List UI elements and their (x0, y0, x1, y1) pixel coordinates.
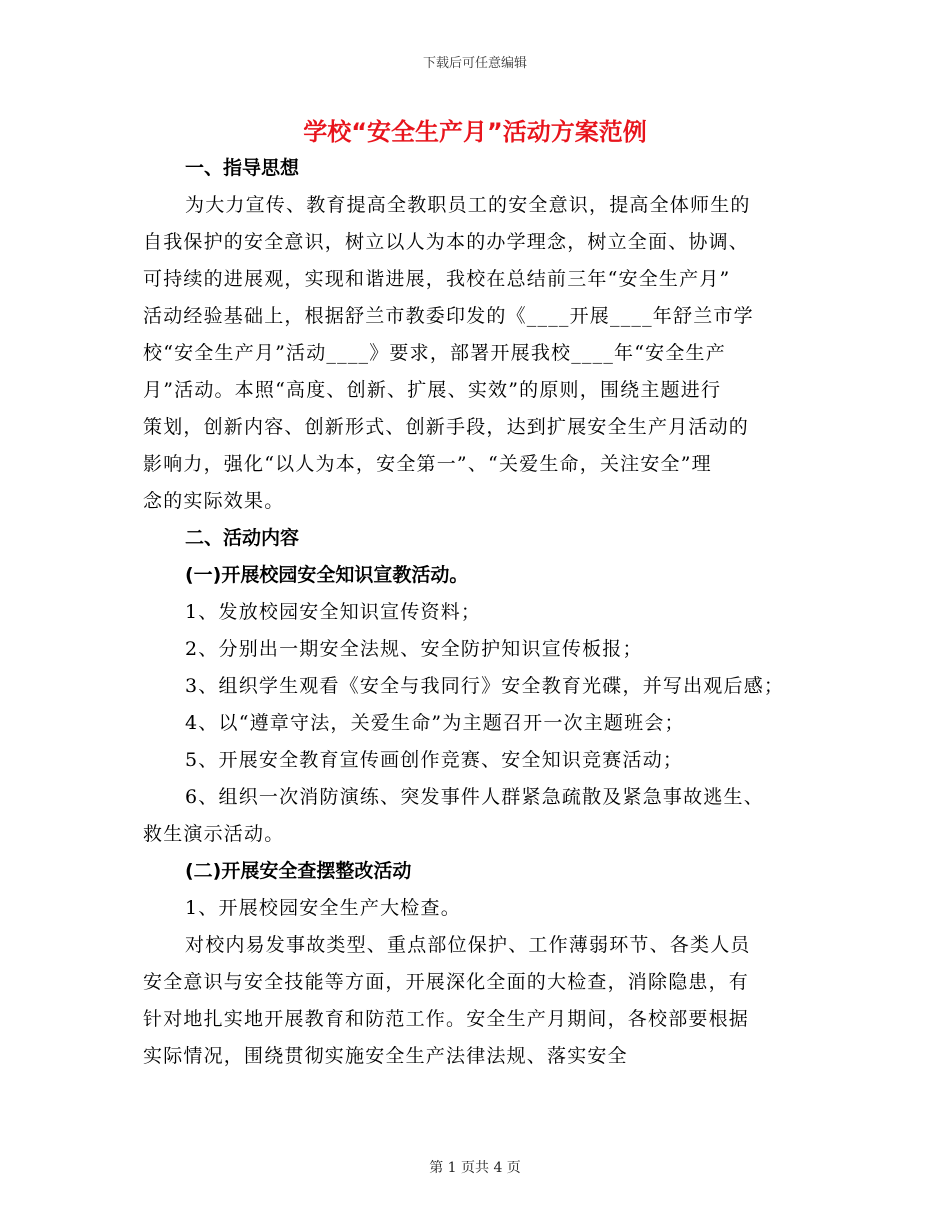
header-note: 下载后可任意编辑 (422, 56, 527, 71)
paragraph-line: 念的实际效果。 (143, 490, 285, 512)
subsection-heading-knowledge-campaign: (一)开展校园安全知识宣教活动。 (185, 564, 469, 586)
subsection-heading-inspection: (二)开展安全查摆整改活动 (185, 860, 412, 882)
list-item: 3、组织学生观看《安全与我同行》安全教育光碟，并写出观后感； (185, 675, 785, 697)
list-item: 1、发放校园安全知识宣传资料； (185, 601, 482, 623)
list-item-continuation: 救生演示活动。 (143, 823, 285, 845)
paragraph-line: 校“安全生产月”活动____》要求，部署开展我校____年“安全生产 (143, 342, 726, 364)
paragraph-line: 对校内易发事故类型、重点部位保护、工作薄弱环节、各类人员 (185, 934, 751, 956)
paragraph-line: 实际情况，围绕贯彻实施安全生产法律法规、落实安全 (143, 1045, 628, 1067)
paragraph-line: 可持续的进展观，实现和谐进展，我校在总结前三年“安全生产月” (143, 268, 731, 290)
paragraph-line: 活动经验基础上，根据舒兰市教委印发的《____开展____年舒兰市学 (143, 305, 754, 327)
list-item: 1、开展校园安全生产大检查。 (185, 897, 461, 919)
list-item: 4、以“遵章守法，关爱生命”为主题召开一次主题班会； (185, 712, 685, 734)
document-title: 学校“安全生产月”活动方案范例 (303, 118, 647, 146)
list-item: 5、开展安全教育宣传画创作竞赛、安全知识竞赛活动； (185, 749, 684, 771)
paragraph-line: 月”活动。本照“高度、创新、扩展、实效”的原则，围绕主题进行 (143, 379, 722, 401)
document-body (143, 150, 803, 1075)
paragraph-line: 安全意识与安全技能等方面，开展深化全面的大检查，消除隐患，有 (143, 971, 750, 993)
section-heading-guiding-ideology: 一、指导思想 (185, 157, 300, 179)
paragraph-line: 针对地扎实地开展教育和防范工作。安全生产月期间，各校部要根据 (143, 1008, 750, 1030)
section-heading-activity-content: 二、活动内容 (185, 527, 300, 549)
paragraph-line: 自我保护的安全意识，树立以人为本的办学理念，树立全面、协调、 (143, 231, 750, 253)
paragraph-line: 为大力宣传、教育提高全教职员工的安全意识，提高全体师生的 (185, 194, 751, 216)
list-item: 6、组织一次消防演练、突发事件人群紧急疏散及紧急事故逃生、 (185, 786, 764, 808)
list-item: 2、分别出一期安全法规、安全防护知识宣传板报； (185, 638, 643, 660)
paragraph-line: 策划，创新内容、创新形式、创新手段，达到扩展安全生产月活动的 (143, 416, 750, 438)
page-footer: 第 1 页共 4 页 (429, 1160, 521, 1176)
paragraph-line: 影响力，强化“以人为本，安全第一”、“关爱生命，关注安全”理 (143, 453, 712, 475)
